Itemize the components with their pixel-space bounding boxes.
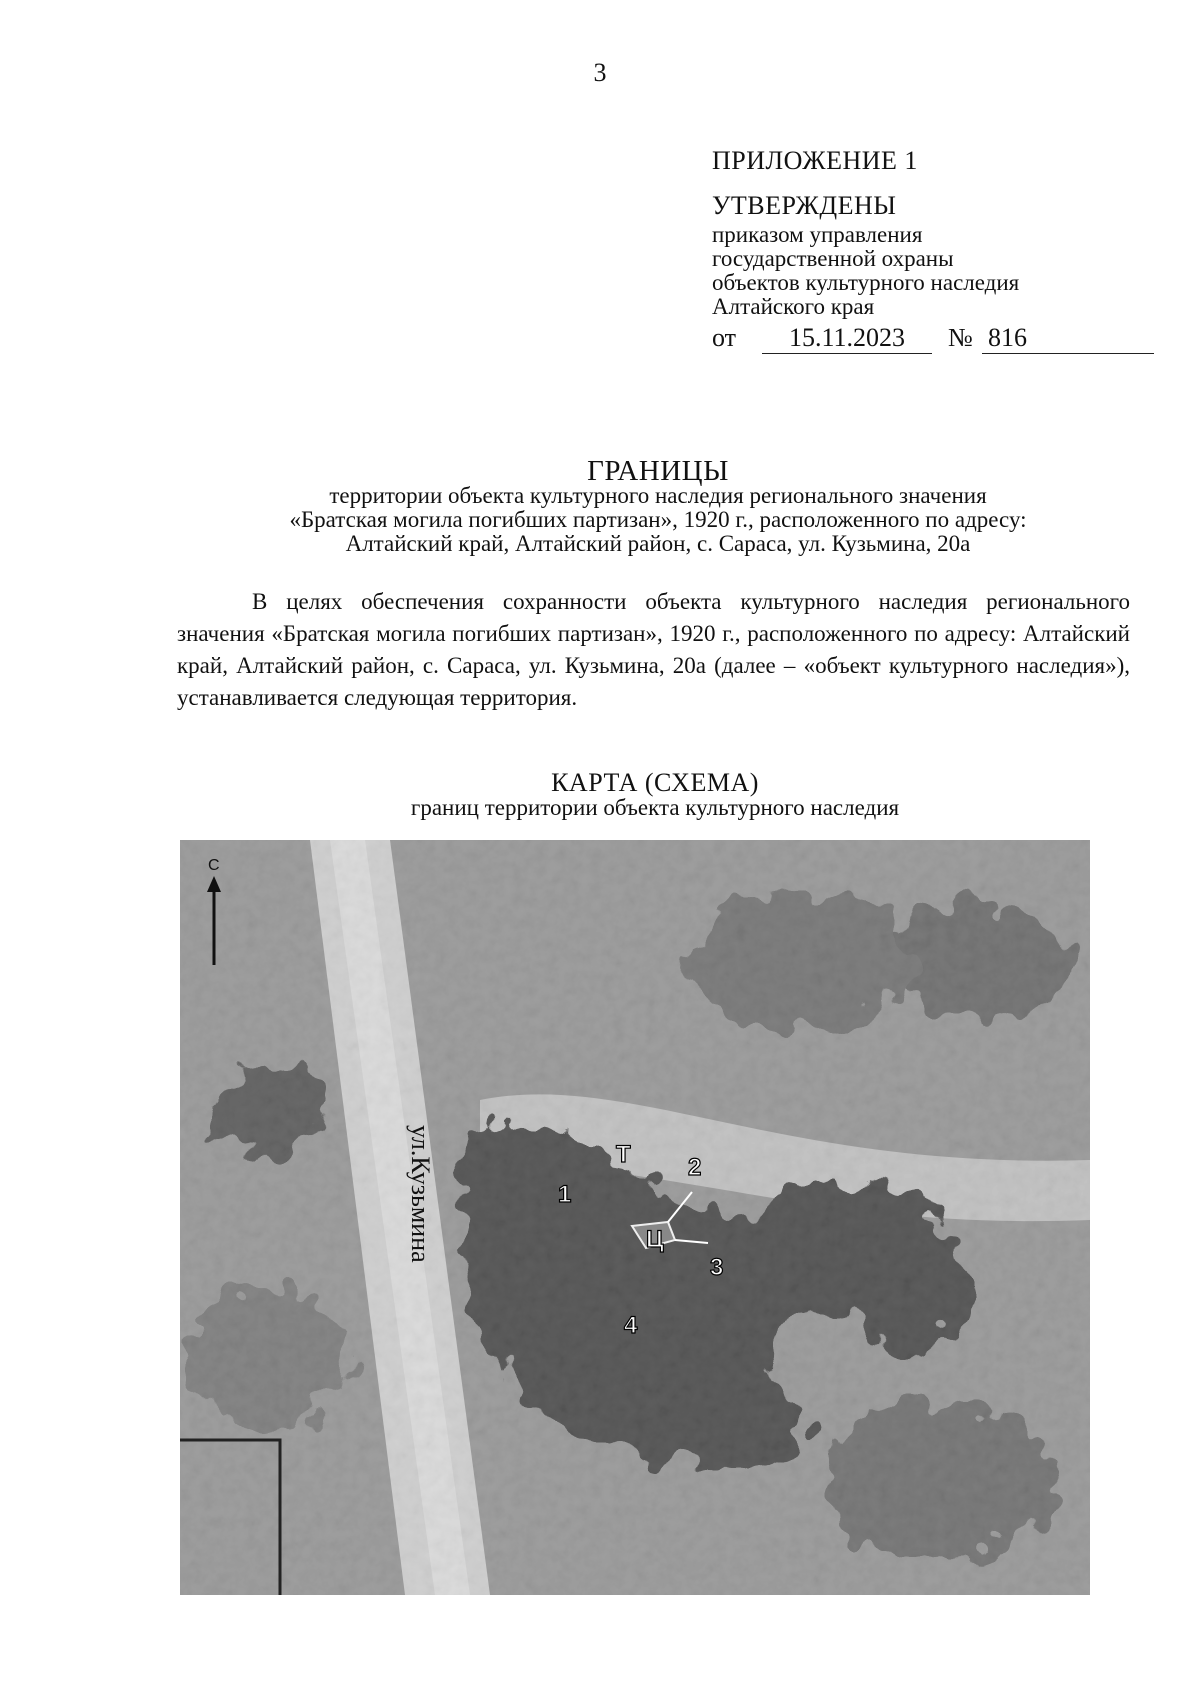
aerial-map: [180, 840, 1090, 1595]
object-label: Ц: [646, 1226, 664, 1253]
document-title: ГРАНИЦЫ: [587, 455, 729, 487]
subtitle-line: «Братская могила погибших партизан», 1920 г., расположенного по адресу:: [289, 507, 1027, 532]
intro-paragraph: В целях обеспечения сохранности объекта культурного наследия регионального значения «Братская могила погибших партизан», 1920 г., расположенного по адресу: Алтайский край, Алтайский район, с. Сараса, ул. Кузьмина, 20а (далее – «объект культурного наследия»), устанавливается следующая территория.: [177, 589, 1130, 710]
north-label: С: [208, 857, 220, 874]
subtitle-line: Алтайский край, Алтайский район, с. Сараса, ул. Кузьмина, 20а: [345, 531, 971, 556]
document-subtitle: [150, 484, 1166, 556]
point-label: 1: [558, 1181, 572, 1208]
order-number-label: №: [948, 323, 973, 352]
approval-line: объектов культурного наследия: [712, 270, 1020, 295]
approval-line: Алтайского края: [712, 294, 875, 319]
order-date-label: от: [712, 323, 737, 352]
order-date: 15.11.2023: [762, 323, 932, 354]
point-label: 2: [688, 1154, 702, 1181]
point-label: 4: [624, 1312, 638, 1339]
subtitle-line: территории объекта культурного наследия регионального значения: [329, 483, 987, 508]
order-number: 816: [982, 323, 1154, 354]
point-label: 3: [710, 1254, 724, 1281]
map-title: КАРТА (СХЕМА): [551, 768, 759, 797]
street-label: ул.Кузьмина: [406, 1125, 435, 1263]
approval-authority: [712, 223, 1019, 319]
map-subtitle: границ территории объекта культурного наследия: [410, 795, 900, 820]
territory-label: Т: [616, 1141, 631, 1168]
approval-line: государственной охраны: [712, 246, 954, 271]
appendix-heading: ПРИЛОЖЕНИЕ 1: [712, 146, 918, 175]
page-number: 3: [593, 58, 607, 87]
approval-line: приказом управления: [712, 222, 923, 247]
approved-heading: УТВЕРЖДЕНЫ: [712, 191, 897, 220]
